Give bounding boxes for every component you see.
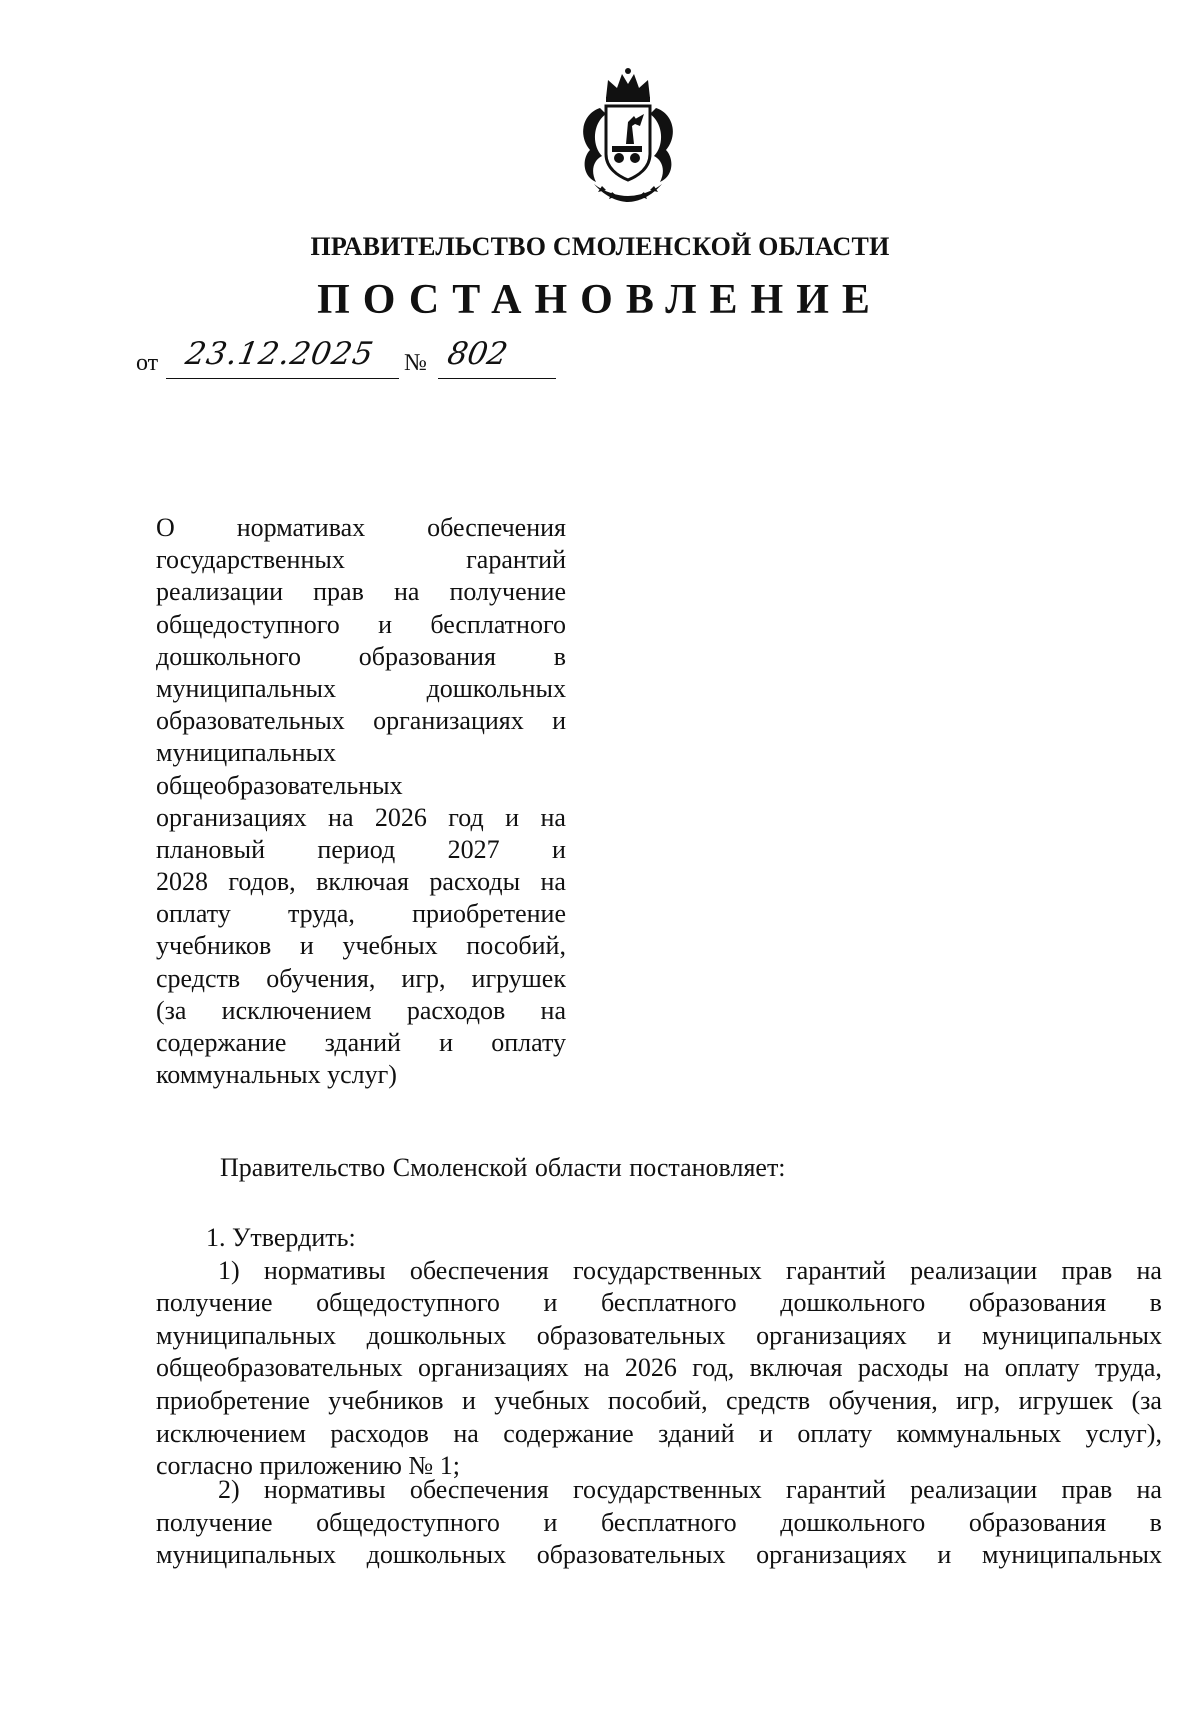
date-prefix: от — [136, 350, 159, 376]
paragraph-line: 2) нормативы обеспечения государственных гарантий реализации прав на — [218, 1475, 1162, 1504]
paragraph-line: исключением расходов на содержание зданий и оплату коммунальных услуг), — [156, 1418, 1162, 1448]
title-line: дошкольного образования в — [156, 641, 566, 671]
paragraph-line: получение общедоступного и бесплатного дошкольного образования в — [156, 1507, 1162, 1537]
paragraph-line: 1) нормативы обеспечения государственных гарантий реализации прав на — [218, 1255, 1162, 1285]
title-line: (за исключением расходов на — [156, 995, 566, 1025]
title-line: образовательных организациях и — [156, 706, 566, 736]
number-sign: № — [404, 350, 427, 376]
date-number-line — [136, 338, 556, 378]
coat-of-arms-icon — [572, 66, 684, 206]
paragraph-line: получение общедоступного и бесплатного дошкольного образования в — [156, 1288, 1162, 1318]
title-line: общеобразовательных — [156, 770, 403, 800]
paragraph-line: муниципальных дошкольных образовательных организациях и муниципальных — [156, 1320, 1162, 1350]
title-line: реализации прав на получение — [156, 577, 566, 607]
document-type: ПОСТАНОВЛЕНИЕ — [317, 277, 883, 323]
preamble-text: Правительство Смоленской области постановляет: — [220, 1153, 786, 1182]
title-line: средств обучения, игр, игрушек — [156, 963, 566, 993]
title-line: коммунальных услуг) — [156, 1060, 397, 1090]
title-line: содержание зданий и оплату — [156, 1028, 566, 1057]
title-line: муниципальных — [156, 738, 337, 768]
title-line: учебников и учебных пособий, — [156, 931, 566, 961]
paragraph-line: согласно приложению № 1; — [156, 1451, 460, 1481]
document-number: 802 — [444, 336, 511, 372]
title-line: плановый период 2027 и — [156, 834, 566, 864]
date-underline — [166, 378, 399, 379]
title-line: государственных гарантий — [156, 545, 566, 575]
title-line: 2028 годов, включая расходы на — [156, 867, 566, 897]
title-line: общедоступного и бесплатного — [156, 609, 566, 639]
title-line: оплату труда, приобретение — [156, 899, 566, 929]
preamble — [220, 1152, 1200, 1185]
item-1 — [156, 1222, 1162, 1483]
title-line: О нормативах обеспечения — [156, 513, 566, 542]
title-line: организациях на 2026 год и на — [156, 802, 566, 832]
item-1-subitem-2 — [156, 1474, 1162, 1572]
government-name: ПРАВИТЕЛЬСТВО СМОЛЕНСКОЙ ОБЛАСТИ — [310, 232, 890, 261]
item-1-subitem-1 — [156, 1255, 1162, 1483]
number-underline — [438, 378, 556, 379]
paragraph-line: муниципальных дошкольных образовательных организациях и муниципальных — [156, 1540, 1162, 1570]
paragraph-line: общеобразовательных организациях на 2026 год, включая расходы на оплату труда, — [156, 1353, 1162, 1383]
document-title — [156, 512, 566, 1091]
title-line: муниципальных дошкольных — [156, 673, 566, 703]
paragraph-line: приобретение учебников и учебных пособий, средств обучения, игр, игрушек (за — [156, 1385, 1162, 1415]
item-1-header: 1. Утвердить: — [206, 1223, 356, 1252]
document-date: 23.12.2025 — [182, 336, 377, 372]
